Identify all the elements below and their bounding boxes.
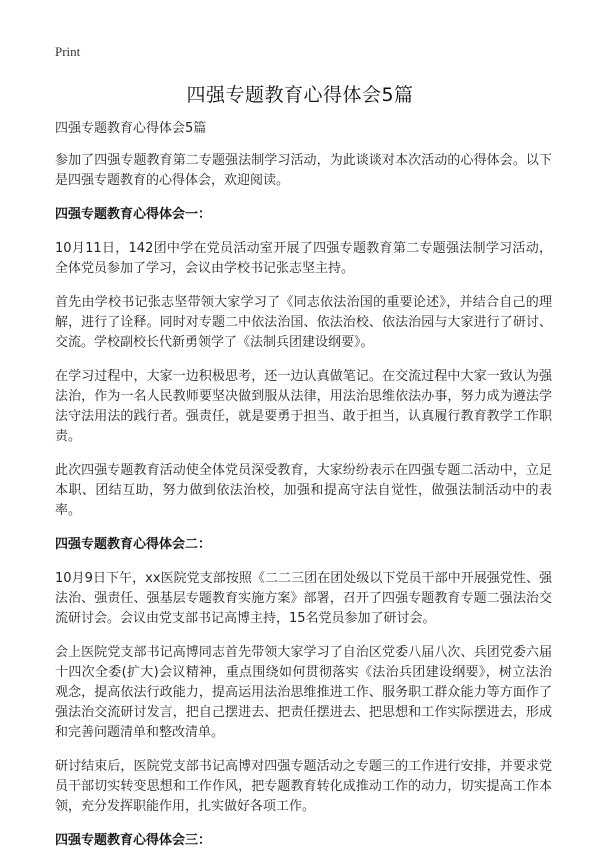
paragraph: 在学习过程中，大家一边积极思考，还一边认真做笔记。在交流过程中大家一致认为强法治，作为一名人民教师要坚决做到服从法律，用法治思维依法办事，努力成为遵法学法守法用法的践行者。强责任，就是要勇于担当、敢于担当，认真履行教育教学工作职责。 bbox=[55, 369, 552, 444]
document-title: 四强专题教育心得体会5篇 bbox=[186, 84, 414, 106]
paragraph: 10月9日下午，xx医院党支部按照《二二三团在团处级以下党员干部中开展强党性、强法治、强责任、强基层专题教育实施方案》部署，召开了四强专题教育专题二强法治交流研讨会。会议由党支部书记高博主持，15名党员参加了研讨会。 bbox=[55, 571, 552, 626]
section-heading-3: 四强专题教育心得体会三： bbox=[55, 833, 212, 848]
paragraph: 研讨结束后，医院党支部书记高博对四强专题活动之专题三的工作进行安排，并要求党员干部切实转变思想和工作作风，把专题教育转化成推动工作的动力，切实提高工作本领，充分发挥职能作用，扎实做好各项工作。 bbox=[55, 759, 552, 814]
section-heading-2: 四强专题教育心得体会二： bbox=[55, 537, 212, 552]
paragraph: 首先由学校书记张志坚带领大家学习了《同志依法治国的重要论述》，并结合自己的理解，进行了诠释。同时对专题二中依法治国、依法治校、依法治园与大家进行了研讨、交流。学校副校长代新勇领学了《法制兵团建设纲要》。 bbox=[55, 295, 552, 350]
print-link[interactable]: Print bbox=[55, 44, 81, 59]
paragraph: 此次四强专题教育活动使全体党员深受教育，大家纷纷表示在四强专题二活动中，立足本职、团结互助，努力做到依法治校，加强和提高守法自觉性，做强法制活动中的表率。 bbox=[55, 463, 552, 518]
section-heading-1: 四强专题教育心得体会一： bbox=[55, 207, 212, 222]
paragraph: 会上医院党支部书记高博同志首先带领大家学习了自治区党委八届八次、兵团党委六届十四次全委(扩大)会议精神，重点围绕如何贯彻落实《法治兵团建设纲要》，树立法治观念，提高依法行政能力，提高运用法治思维推进工作、服务职工群众能力等方面作了强法治交流研讨发言，把自己摆进去、把责任摆进去、把思想和工作实际摆进去，形成和完善问题清单和整改清单。 bbox=[55, 645, 552, 740]
document-body bbox=[55, 119, 552, 865]
paragraph: 10月11日，142团中学在党员活动室开展了四强专题教育第二专题强法制学习活动，全体党员参加了学习，会议由学校书记张志坚主持。 bbox=[55, 241, 552, 276]
document-subtitle: 四强专题教育心得体会5篇 bbox=[55, 121, 207, 136]
intro-paragraph: 参加了四强专题教育第二专题强法制学习活动，为此谈谈对本次活动的心得体会。以下是四强专题教育的心得体会，欢迎阅读。 bbox=[55, 153, 552, 188]
